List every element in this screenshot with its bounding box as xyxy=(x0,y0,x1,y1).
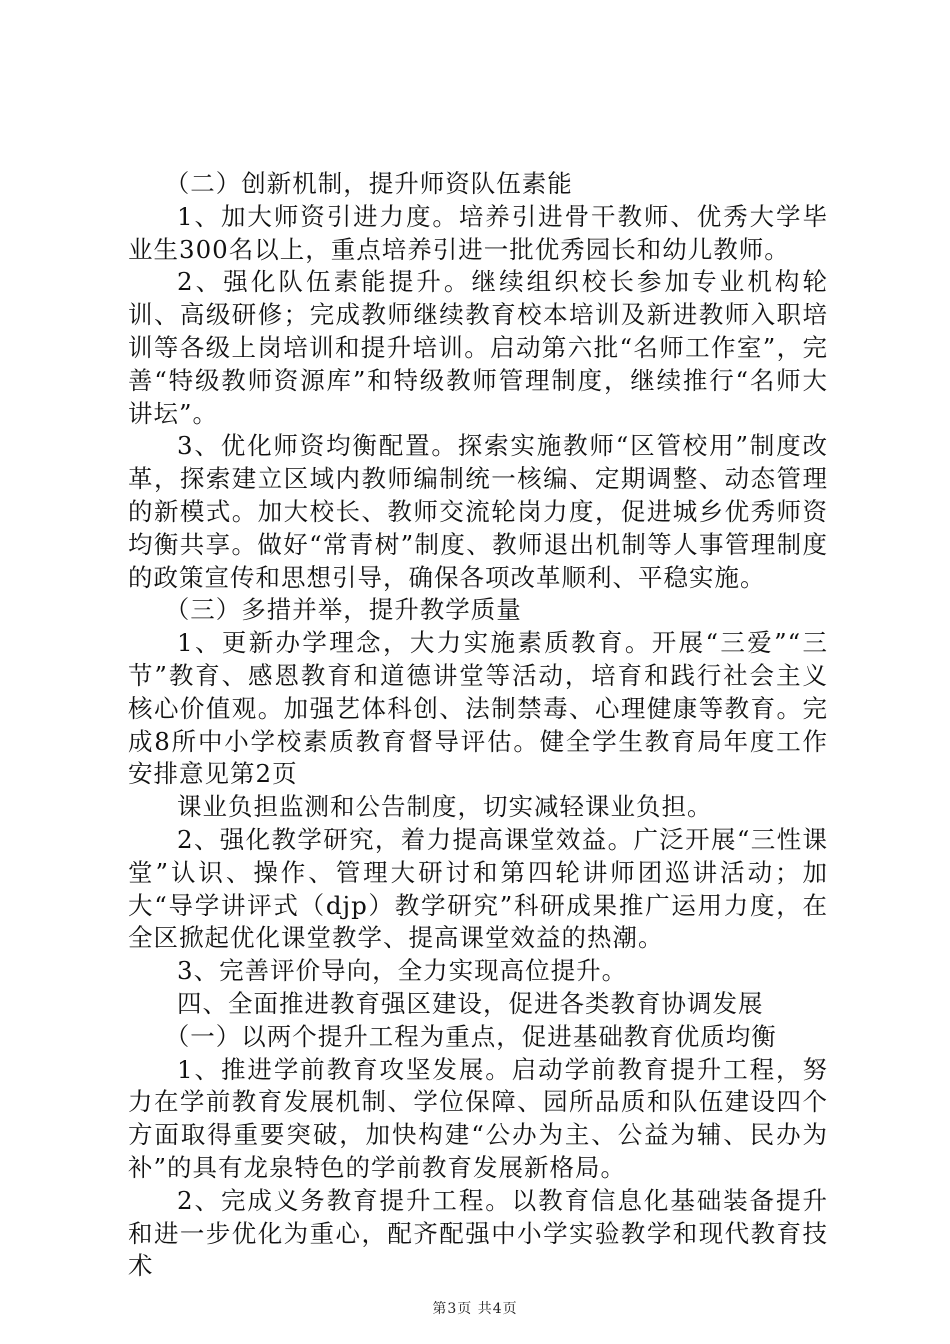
paragraph-quality-education: 1、更新办学理念，大力实施素质教育。开展“三爱”“三节”教育、感恩教育和道德讲堂等活动，培育和践行社会主义核心价值观。加强艺体科创、法制禁毒、心理健康等教育。完成8所中小学校素质教育督导评估。健全学生教育局年度工作安排意见第2页 xyxy=(128,628,828,789)
section-heading-basic-education: （一）以两个提升工程为重点，促进基础教育优质均衡 xyxy=(164,1021,777,1051)
document-body xyxy=(128,168,828,1283)
paragraph-teaching-research: 2、强化教学研究，着力提高课堂效益。广泛开展“三性课堂”认识、操作、管理大研讨和第四轮讲师团巡讲活动；加大“导学讲评式（djp）教学研究”科研成果推广运用力度，在全区掀起优化课堂教学、提高课堂效益的热潮。 xyxy=(128,824,828,953)
paragraph-homework-burden: 课业负担监测和公告制度，切实减轻课业负担。 xyxy=(177,792,713,822)
page-number-footer: 第3页 共4页 xyxy=(432,1301,518,1317)
section-heading-part-four: 四、全面推进教育强区建设，促进各类教育协调发展 xyxy=(177,988,764,1018)
paragraph-evaluation: 3、完善评价导向，全力实现高位提升。 xyxy=(177,956,628,986)
paragraph-teacher-allocation: 3、优化师资均衡配置。探索实施教师“区管校用”制度改革，探索建立区域内教师编制统一核编、定期调整、动态管理的新模式。加大校长、教师交流轮岗力度，促进城乡优秀师资均衡共享。做好“常青树”制度、教师退出机制等人事管理制度的政策宣传和思想引导，确保各项改革顺利、平稳实施。 xyxy=(128,431,828,592)
paragraph-preschool: 1、推进学前教育攻坚发展。启动学前教育提升工程，努力在学前教育发展机制、学位保障、园所品质和队伍建设四个方面取得重要突破，加快构建“公办为主、公益为辅、民办为补”的具有龙泉特色的学前教育发展新格局。 xyxy=(128,1054,828,1182)
paragraph-compulsory-education: 2、完成义务教育提升工程。以教育信息化基础装备提升和进一步优化为重心，配齐配强中小学实验教学和现代教育技术 xyxy=(128,1185,828,1281)
section-heading-teaching-quality: （三）多措并举，提升教学质量 xyxy=(164,595,522,625)
section-heading-innovation: （二）创新机制，提升师资队伍素能 xyxy=(164,169,573,198)
paragraph-team-quality: 2、强化队伍素能提升。继续组织校长参加专业机构轮训、高级研修；完成教师继续教育校本培训及新进教师入职培训等各级上岗培训和提升培训。启动第六批“名师工作室”，完善“特级教师资源库”和特级教师管理制度，继续推行“名师大讲坛”。 xyxy=(128,267,828,428)
paragraph-teacher-recruitment: 1、加大师资引进力度。培养引进骨干教师、优秀大学毕业生300名以上，重点培养引进一批优秀园长和幼儿教师。 xyxy=(128,201,828,264)
